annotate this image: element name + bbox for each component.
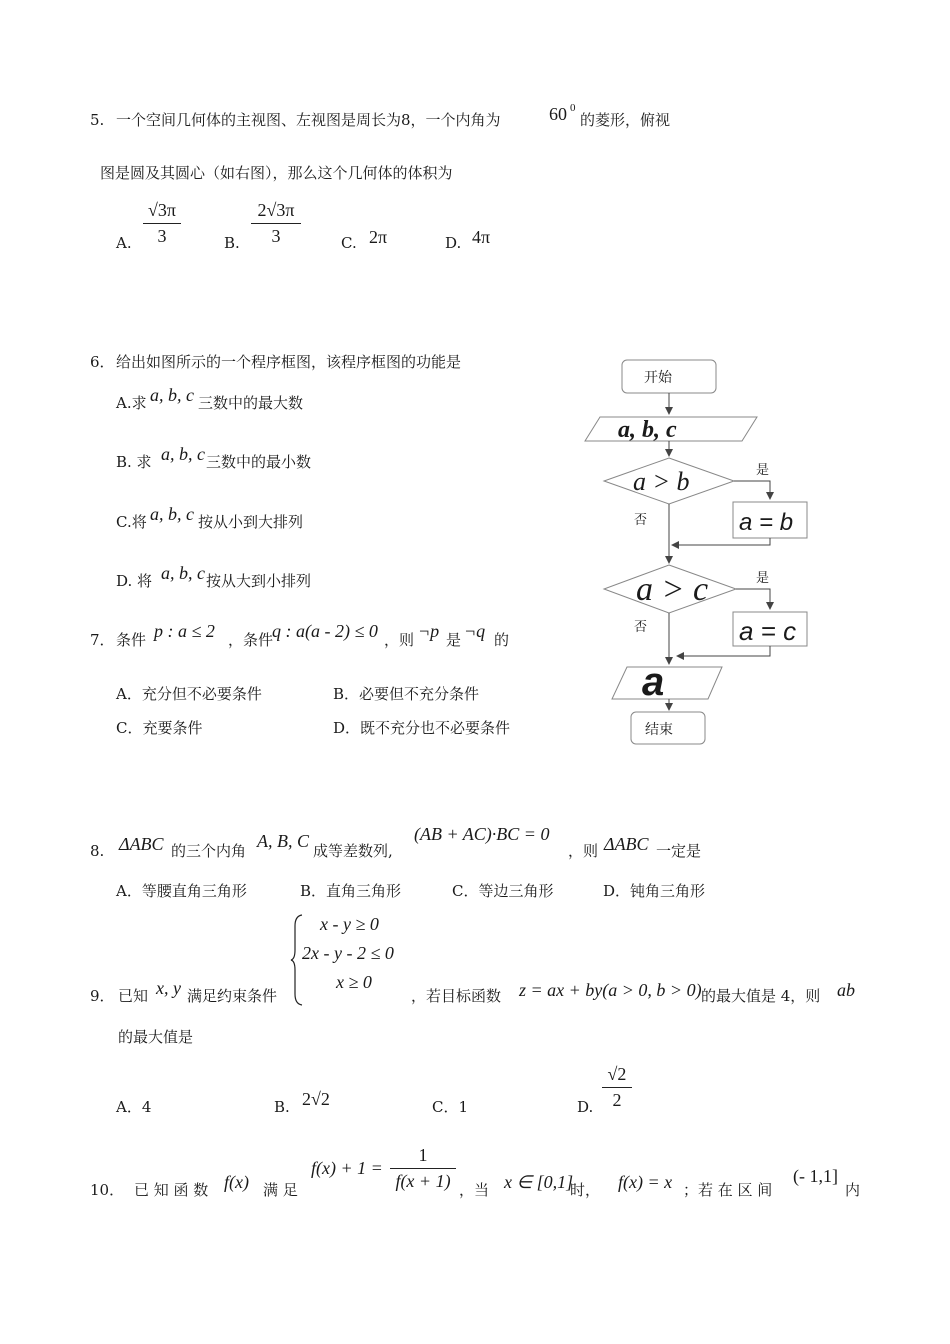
q6-option-a-vars: a, b, c [150,385,194,405]
q8-text-1: 的三个内角 [171,842,247,860]
q5-option-d-value: 4π [472,227,491,247]
q10-text-1: 已 知 函 数 [134,1181,209,1199]
q6-option-a-prefix: A.求 [116,394,147,412]
flowchart-start-label: 开始 [644,370,672,386]
q7-not-p: ¬p [418,621,440,641]
q5-number: 5. [90,111,105,129]
q7-option-c: C．充要条件 [116,719,203,737]
q9-constraint-3: x ≥ 0 [336,972,372,992]
q5-option-b-denominator: 3 [271,226,281,246]
q9-text-line2: 的最大值是 [118,1028,194,1046]
q9-constraint-2: 2x - y - 2 ≤ 0 [302,943,394,963]
q5-option-a-numerator: √3π [143,200,181,224]
q8-text-2: 成等差数列, [313,842,393,860]
q8-text-3: ，则 [568,842,599,860]
q9-option-b-value: 2√2 [302,1089,330,1109]
q9-option-d-denominator: 2 [612,1090,622,1110]
q8-triangle: ΔABC [119,834,164,854]
flowchart-output-label: a [642,660,665,704]
q9-text-1: 已知 [118,987,149,1005]
q5-option-c-label: C. [341,234,357,252]
q10-equation-denominator: f(x + 1) [395,1171,451,1191]
q6-option-d-vars: a, b, c [161,563,205,583]
flowchart-output-box [612,667,722,699]
q9-ab: ab [837,980,855,1000]
q9-constraint-1: x - y ≥ 0 [320,914,379,934]
q10-equation-numerator: 1 [390,1145,456,1169]
q10-text-2: 满 足 [263,1181,298,1199]
q9-option-b-label: B. [274,1098,290,1116]
q10-fx-equals-x: f(x) = x [618,1172,673,1192]
flowchart-no-1-label: 否 [634,513,648,528]
q7-text-4: 是 [446,631,462,649]
q6-option-d-prefix: D. 将 [116,572,153,590]
q8-text-4: 一定是 [656,842,702,860]
q7-text-5: 的 [494,631,510,649]
flowchart-cond-1-label: a > b [633,467,690,496]
q10-function: f(x) [224,1172,249,1192]
q8-option-d: D．钝角三角形 [603,882,706,900]
q9-option-d-fraction [602,1064,632,1111]
q6-option-b-vars: a, b, c [161,444,205,464]
q6-stem: 给出如图所示的一个程序框图，该程序框图的功能是 [116,353,462,371]
q5-text-b: 的菱形，俯视 [580,111,671,129]
q9-text-4: 的最大值是 4，则 [701,987,821,1005]
q10-number: 10． [90,1181,125,1199]
q9-option-d-numerator: √2 [602,1064,632,1088]
q8-vector-equation: (AB + AC)·BC = 0 [414,824,550,844]
q9-option-d-label: D. [577,1098,594,1116]
q5-option-a-label: A. [116,234,132,252]
q7-text-2: ，条件 [228,631,274,649]
q5-angle-sup: 0 [570,102,576,114]
q9-vars: x, y [156,978,181,998]
q5-angle: 60 [549,104,567,124]
q6-number: 6． [90,353,115,371]
q7-condition-q: q : a(a - 2) ≤ 0 [272,621,378,641]
q8-angles: A, B, C [257,831,309,851]
q6-option-b-prefix: B. 求 [116,453,152,471]
flowchart-assign-2-label: a = c [739,616,797,646]
q10-equation-fraction [390,1145,456,1192]
q9-number: 9． [90,987,115,1005]
q6-option-c-suffix: 按从小到大排列 [198,513,304,531]
q7-option-b: B．必要但不充分条件 [333,685,480,703]
q7-condition-p: p : a ≤ 2 [154,621,215,641]
q8-triangle-2: ΔABC [604,834,649,854]
q6-option-d-suffix: 按从大到小排列 [206,572,312,590]
q5-option-a-denominator: 3 [157,226,167,246]
q10-text-3: ，当 [459,1181,490,1199]
q7-text-3: ，则 [384,631,415,649]
q5-text-line2: 图是圆及其圆心（如右图），那么这个几何体的体积为 [100,164,453,182]
flowchart-no-2-label: 否 [634,620,648,635]
q7-not-q: ¬q [464,621,486,641]
q7-option-a: A．充分但不必要条件 [116,685,262,703]
q6-option-b-suffix: 三数中的最小数 [206,453,312,471]
q10-equation-left: f(x) + 1 = [311,1158,383,1178]
q6-option-c-prefix: C.将 [116,513,147,531]
q9-text-3: ，若目标函数 [411,987,502,1005]
q5-text-a: 一个空间几何体的主视图、左视图是周长为8，一个内角为 [116,111,501,129]
flowchart-end-label: 结束 [645,722,673,738]
q7-option-d: D．既不充分也不必要条件 [333,719,511,737]
q5-option-c-value: 2π [369,227,388,247]
flowchart-cond-2-label: a > c [636,571,709,608]
flowchart-yes-2-label: 是 [756,571,770,586]
q8-option-a: A．等腰直角三角形 [116,882,247,900]
flowchart-input-label: a, b, c [618,417,677,443]
q10-text-4: 时， [570,1181,601,1199]
q10-text-6: 内 [845,1181,861,1199]
q5-option-b-label: B. [224,234,240,252]
q10-text-5: ；若 在 区 间 [683,1181,773,1199]
q9-objective: z = ax + by(a > 0, b > 0) [519,980,702,1000]
q7-text-1: 条件 [116,631,147,649]
q6-option-a-suffix: 三数中的最大数 [198,394,304,412]
q8-option-c: C．等边三角形 [452,882,554,900]
q8-option-b: B．直角三角形 [300,882,402,900]
q9-option-c: C．1 [432,1098,469,1116]
q6-option-c-vars: a, b, c [150,504,194,524]
q10-domain: x ∈ [0,1] [504,1172,574,1192]
q10-interval: (- 1,1] [793,1166,838,1186]
q5-option-b-numerator: 2√3π [251,200,301,224]
q7-number: 7． [90,631,115,649]
flowchart-assign-1-label: a = b [739,509,794,536]
q8-number: 8. [90,842,105,860]
q9-option-a: A．4 [116,1098,152,1116]
flowchart-yes-1-label: 是 [756,463,770,478]
q5-option-d-label: D. [445,234,462,252]
q9-text-2: 满足约束条件 [187,987,278,1005]
